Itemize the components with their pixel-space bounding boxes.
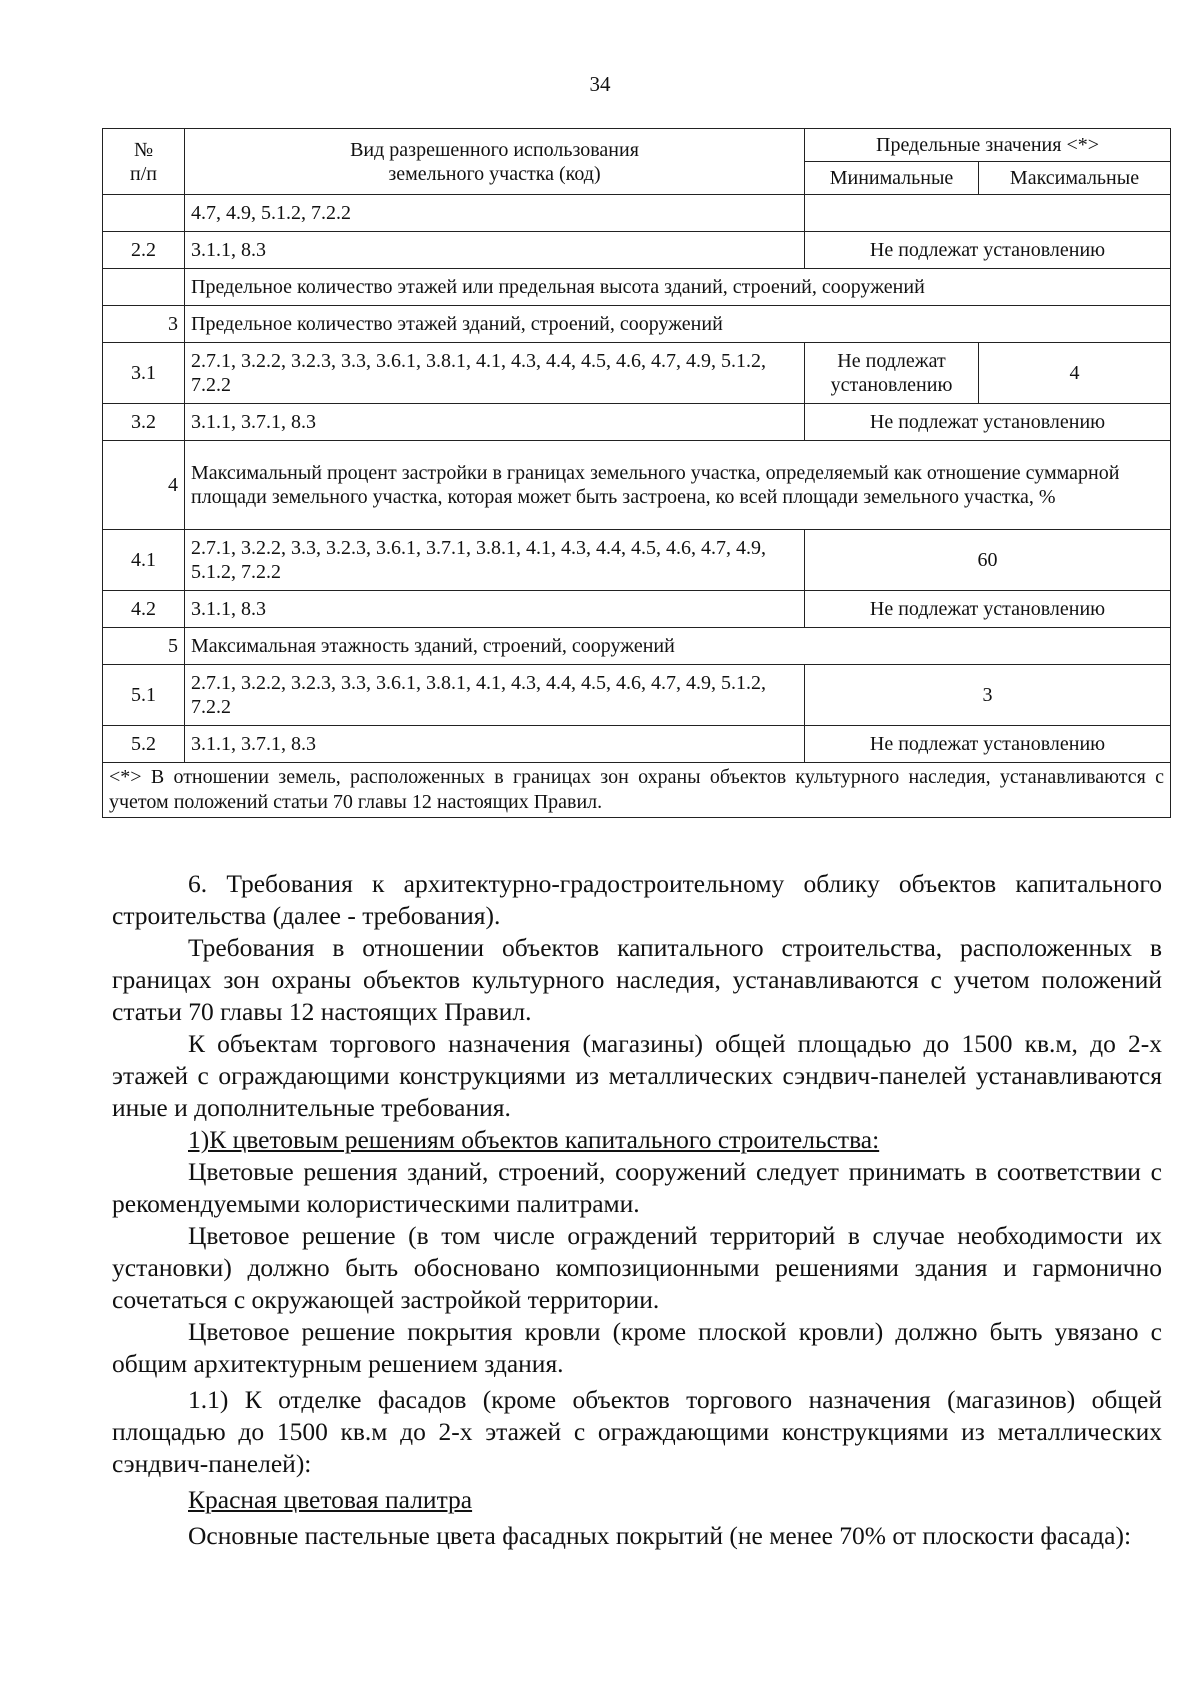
row-number: 4.2 (103, 591, 185, 628)
page-number: 34 (589, 72, 611, 96)
subsection-heading: 1)К цветовым решениям объектов капитального строительства: (188, 1125, 880, 1154)
header-limits: Предельные значения <*> (805, 129, 1171, 162)
header-max: Максимальные (979, 162, 1171, 195)
paragraph: Основные пастельные цвета фасадных покрытий (не менее 70% от плоскости фасада): (188, 1521, 1132, 1550)
row-number: 3.1 (103, 343, 185, 404)
paragraph: Цветовое решение (в том числе ограждений территорий в случае необходимости их установки) должно быть обосновано композиционными решениями здания и гармонично сочетаться с окружающей застройкой территории. (112, 1221, 1162, 1314)
section-title: Максимальный процент застройки в границах земельного участка, определяемый как отношение суммарной площади земельного участка, которая может быть застроена, ко всей площади земельного участка, % (185, 441, 1171, 530)
table-section-row (103, 441, 1171, 530)
row-number (103, 269, 185, 306)
header-number: № п/п (103, 129, 185, 195)
row-codes: 2.7.1, 3.2.2, 3.2.3, 3.3, 3.6.1, 3.8.1, 4.1, 4.3, 4.4, 4.5, 4.6, 4.7, 4.9, 5.1.2, 7.2.2 (185, 665, 805, 726)
palette-heading: Красная цветовая палитра (188, 1485, 473, 1514)
row-number: 5.1 (103, 665, 185, 726)
row-value (805, 195, 1171, 232)
row-min: Не подлежат установлению (805, 343, 979, 404)
table-row (103, 195, 1171, 232)
row-number: 3.2 (103, 404, 185, 441)
regulations-table (102, 128, 1171, 818)
table-row (103, 591, 1171, 628)
paragraph: Цветовое решение покрытия кровли (кроме плоской кровли) должно быть увязано с общим архитектурным решением здания. (112, 1317, 1162, 1378)
row-value: 60 (805, 530, 1171, 591)
paragraph: 1.1) К отделке фасадов (кроме объектов торгового назначения (магазинов) общей площадью до 1500 кв.м до 2-х этажей с ограждающими конструкциями из металлических сэндвич-панелей): (112, 1385, 1162, 1478)
header-use-kind: Вид разрешенного использования земельного участка (код) (185, 129, 805, 195)
table-row (103, 530, 1171, 591)
row-number: 4.1 (103, 530, 185, 591)
header-min: Минимальные (805, 162, 979, 195)
table-footnote-row (103, 763, 1171, 818)
table-header-row (103, 129, 1171, 162)
table-row (103, 665, 1171, 726)
table-row (103, 404, 1171, 441)
row-codes: 3.1.1, 3.7.1, 8.3 (185, 726, 805, 763)
row-value: Не подлежат установлению (805, 404, 1171, 441)
table-row (103, 232, 1171, 269)
row-number: 4 (103, 441, 185, 530)
paragraph: 6. Требования к архитектурно-градостроительному облику объектов капитального строительства (далее - требования). (112, 869, 1162, 930)
row-codes: 2.7.1, 3.2.2, 3.3, 3.2.3, 3.6.1, 3.7.1, 3.8.1, 4.1, 4.3, 4.4, 4.5, 4.6, 4.7, 4.9, 5.1.2, 7.2.2 (185, 530, 805, 591)
row-value: 3 (805, 665, 1171, 726)
table-section-row (103, 306, 1171, 343)
row-number (103, 195, 185, 232)
section-title: Предельное количество этажей зданий, строений, сооружений (185, 306, 1171, 343)
table-row (103, 726, 1171, 763)
table-footnote: <*> В отношении земель, расположенных в границах зон охраны объектов культурного наследия, устанавливаются с учетом положений статьи 70 главы 12 настоящих Правил. (103, 763, 1171, 818)
row-number: 2.2 (103, 232, 185, 269)
row-value: Не подлежат установлению (805, 726, 1171, 763)
row-number: 5 (103, 628, 185, 665)
row-number: 3 (103, 306, 185, 343)
paragraph: Требования в отношении объектов капитального строительства, расположенных в границах зон охраны объектов культурного наследия, устанавливаются с учетом положений статьи 70 главы 12 настоящих Правил. (112, 933, 1162, 1026)
table-section-row (103, 628, 1171, 665)
table-section-row (103, 269, 1171, 306)
paragraph: К объектам торгового назначения (магазины) общей площадью до 1500 кв.м, до 2-х этажей с ограждающими конструкциями из металлических сэндвич-панелей устанавливаются иные и дополнительные требования. (112, 1029, 1162, 1122)
row-codes: 4.7, 4.9, 5.1.2, 7.2.2 (185, 195, 805, 232)
row-codes: 3.1.1, 8.3 (185, 591, 805, 628)
paragraph: Цветовые решения зданий, строений, сооружений следует принимать в соответствии с рекомендуемыми колористическими палитрами. (112, 1157, 1162, 1218)
row-value: Не подлежат установлению (805, 591, 1171, 628)
row-codes: 3.1.1, 8.3 (185, 232, 805, 269)
row-max: 4 (979, 343, 1171, 404)
row-codes: 2.7.1, 3.2.2, 3.2.3, 3.3, 3.6.1, 3.8.1, 4.1, 4.3, 4.4, 4.5, 4.6, 4.7, 4.9, 5.1.2, 7.2.2 (185, 343, 805, 404)
row-codes: 3.1.1, 3.7.1, 8.3 (185, 404, 805, 441)
section-title: Максимальная этажность зданий, строений, сооружений (185, 628, 1171, 665)
row-value: Не подлежат установлению (805, 232, 1171, 269)
document-body (112, 868, 1162, 1552)
section-title: Предельное количество этажей или предельная высота зданий, строений, сооружений (185, 269, 1171, 306)
table-row (103, 343, 1171, 404)
row-number: 5.2 (103, 726, 185, 763)
